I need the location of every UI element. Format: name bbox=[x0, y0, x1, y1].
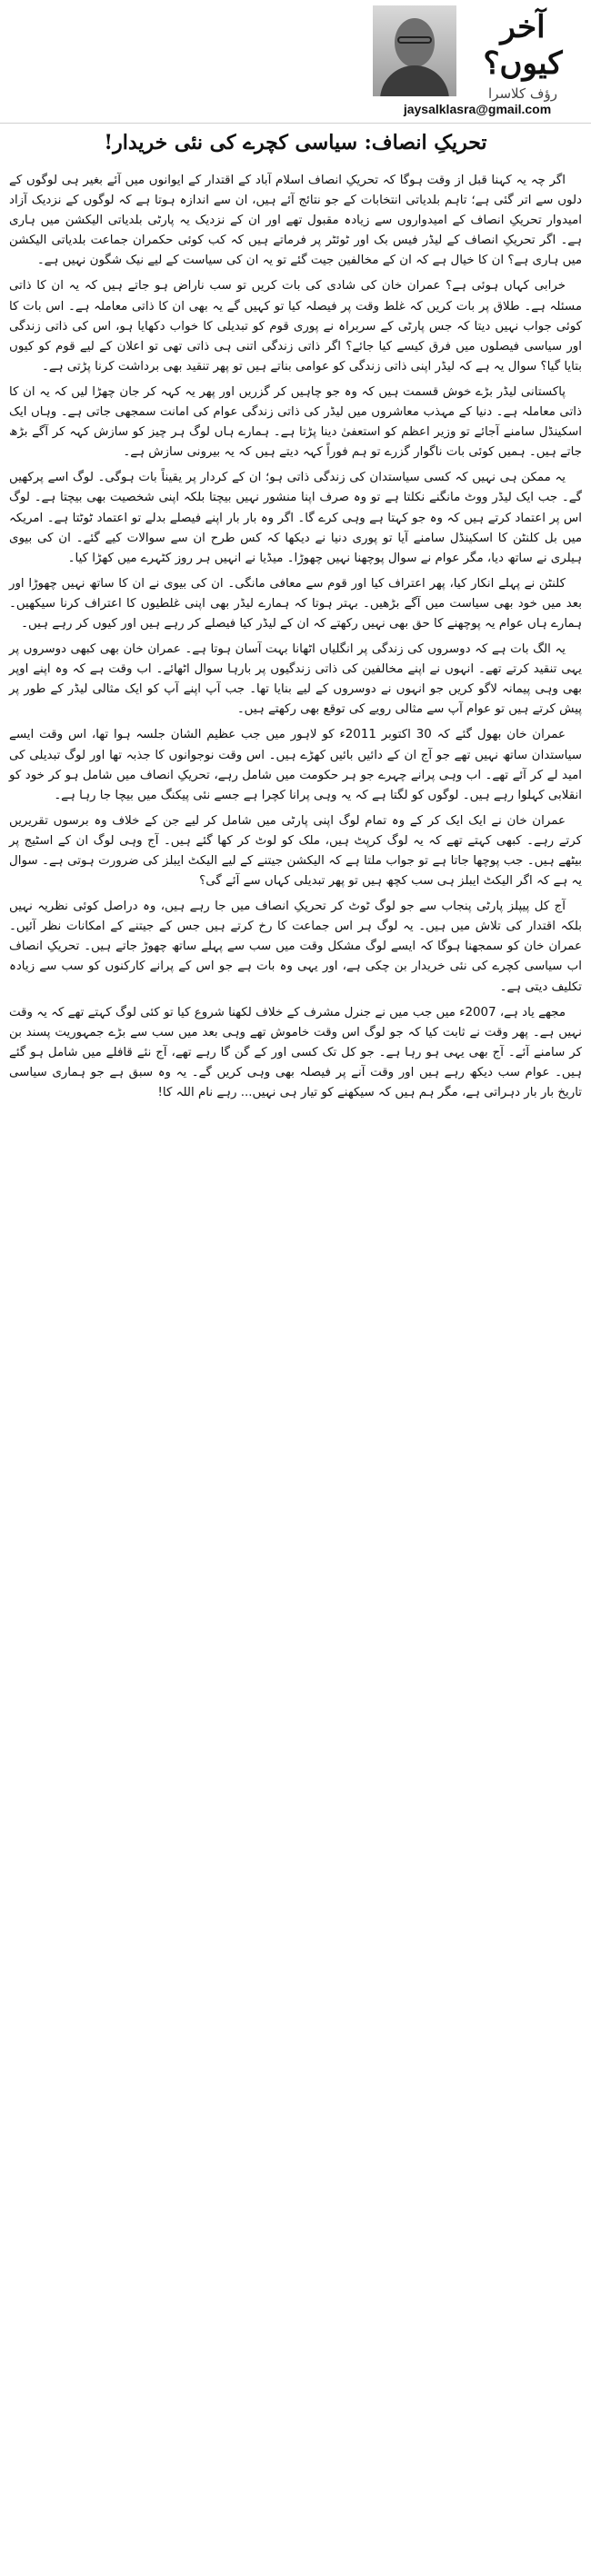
paragraph: یہ الگ بات ہے کہ دوسروں کی زندگی پر انگلیاں اٹھانا بہت آسان ہوتا ہے۔ عمران خان بھی کبھی دوسروں پر یہی تنقید کرتے تھے۔ انہوں نے اپنے مخالفین کی ذاتی زندگیوں پر بارہا سوال اٹھائے۔ اب وقت ہے کہ وہ اپنے اوپر بھی وہی پیمانہ لاگو کریں جو انہوں نے دوسروں کے لیے بنایا تھا۔ جب آپ اپنے آپ کو ایک مثالی لیڈر کے طور پر پیش کرتے ہیں تو عوام آپ سے مثالی رویے کی توقع بھی رکھتے ہیں۔ bbox=[9, 642, 582, 717]
author-photo-body bbox=[380, 65, 449, 96]
paragraph: یہ ممکن ہی نہیں کہ کسی سیاستدان کی زندگی ذاتی ہو؛ ان کے کردار پر یقیناً بات ہوگی۔ لوگ اسے پرکھیں گے۔ جب ایک لیڈر ووٹ مانگنے نکلتا ہے تو وہ صرف اپنا منشور نہیں بیچتا بلکہ اپنی شخصیت بھی بیچتا ہے۔ لوگ اس پر اعتماد کرتے ہیں کہ وہ جو کہتا ہے وہی کرے گا۔ اگر وہ بار بار اپنے فیصلے بدلے تو اعتماد ٹوٹتا ہے۔ امریکہ میں بل کلنٹن کا اسکینڈل سامنے آیا تو پوری دنیا نے دیکھا کہ کس طرح ان سے سوالات کیے گئے۔ ان کی بیوی ہیلری نے ساتھ دیا، مگر عوام نے سوال پوچھنا نہیں چھوڑا۔ میڈیا نے انہیں ہر روز کٹہرے میں کھڑا کیا۔ bbox=[9, 471, 582, 565]
author-photo-glasses bbox=[397, 36, 432, 44]
article-body bbox=[9, 171, 582, 1109]
paragraph: مجھے یاد ہے، 2007ء میں جب میں نے جنرل مشرف کے خلاف لکھنا شروع کیا تو کئی لوگ کہتے تھے کہ یہ وقت نہیں ہے۔ پھر وقت نے ثابت کیا کہ جو لوگ اس وقت خاموش تھے وہی بعد میں سب سے بڑے جمہوریت پسند بن کر سامنے آئے۔ آج بھی یہی ہو رہا ہے۔ جو کل تک کسی اور کے گن گا رہے تھے، آج نئے قافلے میں شامل ہو گئے ہیں۔ عوام سب دیکھ رہے ہیں اور وقت آنے پر فیصلہ بھی وہی کریں گے۔ یہ وہ سبق ہے جو ہماری سیاسی تاریخ بار بار دہراتی ہے، مگر ہم ہیں کہ سیکھنے کو تیار ہی نہیں... رہے نام اللہ کا! bbox=[9, 1005, 582, 1100]
paragraph: عمران خان بھول گئے کہ 30 اکتوبر 2011ء کو لاہور میں جب عظیم الشان جلسہ ہوا تھا، اس وقت ایسے سیاستدان ساتھ نہیں تھے جو آج ان کے دائیں بائیں کھڑے ہیں۔ اس وقت نوجوانوں کا جذبہ تھا اور لوگ تبدیلی کی امید لے کر آئے تھے۔ اب وہی پرانے چہرے جو ہر حکومت میں شامل رہے، تحریکِ انصاف میں شامل ہو کر خود کو انقلابی کہلوا رہے ہیں۔ لوگوں کو لگتا ہے کہ یہ وہی پرانا کچرا ہے جسے نئی پیکنگ میں بیچا جا رہا ہے۔ bbox=[9, 728, 582, 802]
author-email[interactable]: jaysalklasra@gmail.com bbox=[403, 102, 552, 116]
paragraph: عمران خان نے ایک ایک کر کے وہ تمام لوگ اپنی پارٹی میں شامل کر لیے جن کے خلاف وہ برسوں تقریریں کرتے رہے۔ کبھی کہتے تھے کہ یہ لوگ کرپٹ ہیں، ملک کو لوٹ کر کھا گئے ہیں۔ آج وہی لوگ ان کے اسٹیج پر بیٹھے ہیں۔ جب پوچھا جاتا ہے تو جواب ملتا ہے کہ الیکشن جیتنے کے لیے الیکٹ ایبلز کی ضرورت ہوتی ہے۔ سوال یہ ہے کہ اگر الیکٹ ایبلز ہی سب کچھ ہیں تو پھر تبدیلی کہاں سے آئے گی؟ bbox=[9, 813, 582, 889]
column-header bbox=[0, 0, 591, 124]
paragraph: اگر چہ یہ کہنا قبل از وقت ہوگا کہ تحریکِ انصاف اسلام آباد کے اقتدار کے ایوانوں میں آئے بغیر ہی لوگوں کے دلوں سے اتر گئی ہے؛ تاہم بلدیاتی انتخابات کے جو نتائج آئے ہیں، ان سے اندازہ ہوتا ہے کہ لوگوں کے نزدیک آزاد امیدوار تحریکِ انصاف کے امیدواروں سے زیادہ مقبول تھے اور ان کے نزدیک یہ پارٹی بلدیاتی الیکشن میں ہاری ہے۔ اگر تحریکِ انصاف کے لیڈر فیس بک اور ٹوئٹر پر فرماتے ہیں کہ کب کوئی حکمران جماعت بلدیاتی الیکشن میں ہاری ہے؟ ان کا خیال ہے کہ ان کے مخالفین جیت گئے تو یہ ان کی سیاست کے لیے نیک شگون نہیں ہے۔ bbox=[9, 174, 582, 268]
article-headline: تحریکِ انصاف: سیاسی کچرے کی نئی خریدار! bbox=[104, 131, 487, 154]
paragraph: آج کل پیپلز پارٹی پنجاب سے جو لوگ ٹوٹ کر تحریکِ انصاف میں جا رہے ہیں، وہ دراصل کوئی نظریہ نہیں بلکہ اقتدار کی تلاش میں ہیں۔ یہ لوگ ہر اس جماعت کا رخ کرتے ہیں جس کے جیتنے کے امکانات نظر آئیں۔ عمران خان کو سمجھنا ہوگا کہ ایسے لوگ مشکل وقت میں سب سے پہلے ساتھ چھوڑ جاتے ہیں۔ تحریکِ انصاف اب سیاسی کچرے کی نئی خریدار بن چکی ہے، اور یہی وہ بات ہے جو اس کے پرانے کارکنوں کو سب سے زیادہ تکلیف دیتی ہے۔ bbox=[9, 900, 582, 994]
author-name: رؤف کلاسرا bbox=[488, 85, 557, 102]
paragraph: پاکستانی لیڈر بڑے خوش قسمت ہیں کہ وہ جو چاہیں کر گزریں اور پھر یہ کہہ کر جان چھڑا لیں کہ یہ ان کا ذاتی معاملہ ہے۔ دنیا کے مہذب معاشروں میں لیڈر کی ذاتی زندگی عوام کی امانت سمجھی جاتی ہے۔ وہاں ایک اسکینڈل سامنے آجائے تو وزیر اعظم کو استعفیٰ دینا پڑتا ہے۔ ہمارے ہاں لوگ ہر چیز کو سازش کہہ کر آگے بڑھ جاتے ہیں۔ ہمیں کوئی بات ناگوار گزرے تو ہم فوراً کہہ دیتے ہیں کہ یہ بیرونی سازش ہے۔ bbox=[9, 384, 582, 460]
column-brand bbox=[464, 9, 582, 102]
author-photo bbox=[373, 5, 456, 96]
paragraph: کلنٹن نے پہلے انکار کیا، پھر اعتراف کیا اور قوم سے معافی مانگی۔ ان کی بیوی نے ان کا ساتھ نہیں چھوڑا اور بعد میں خود بھی سیاست میں آگے بڑھیں۔ بہتر ہوتا کہ ہمارے لیڈر بھی اپنی غلطیوں کا اعتراف کرنا سیکھیں۔ ہمارے ہاں عوام یہ پوچھنے کا حق بھی نہیں رکھتے کہ ان کے لیڈر کیا فیصلے کر رہے ہیں اور کیوں کر رہے ہیں۔ bbox=[9, 576, 582, 631]
paragraph: خرابی کہاں ہوئی ہے؟ عمران خان کی شادی کی بات کریں تو سب ناراض ہو جاتے ہیں کہ یہ ان کا ذاتی مسئلہ ہے۔ طلاق پر بات کریں کہ غلط وقت پر فیصلہ کیا تو کہیں گے یہ بھی ان کا ذاتی معاملہ ہے۔ اس بات کا کوئی جواب نہیں دیتا کہ جس پارٹی کے سربراہ نے پوری قوم کو تبدیلی کا خواب دکھایا ہو، اس کی ذاتی زندگی اور سیاسی فیصلوں میں فرق کیسے کیا جائے؟ اگر ذاتی زندگی اتنی ہی ذاتی تھی تو اعلان کے لیے قوم کو کیوں بتایا گیا؟ سوال یہ ہے کہ لیڈر اپنی ذاتی زندگی کو عوامی بناتے ہیں تو پھر تنقید بھی برداشت کرنا پڑتی ہے۔ bbox=[9, 279, 582, 373]
column-title: آخر کیوں؟ bbox=[483, 9, 563, 82]
